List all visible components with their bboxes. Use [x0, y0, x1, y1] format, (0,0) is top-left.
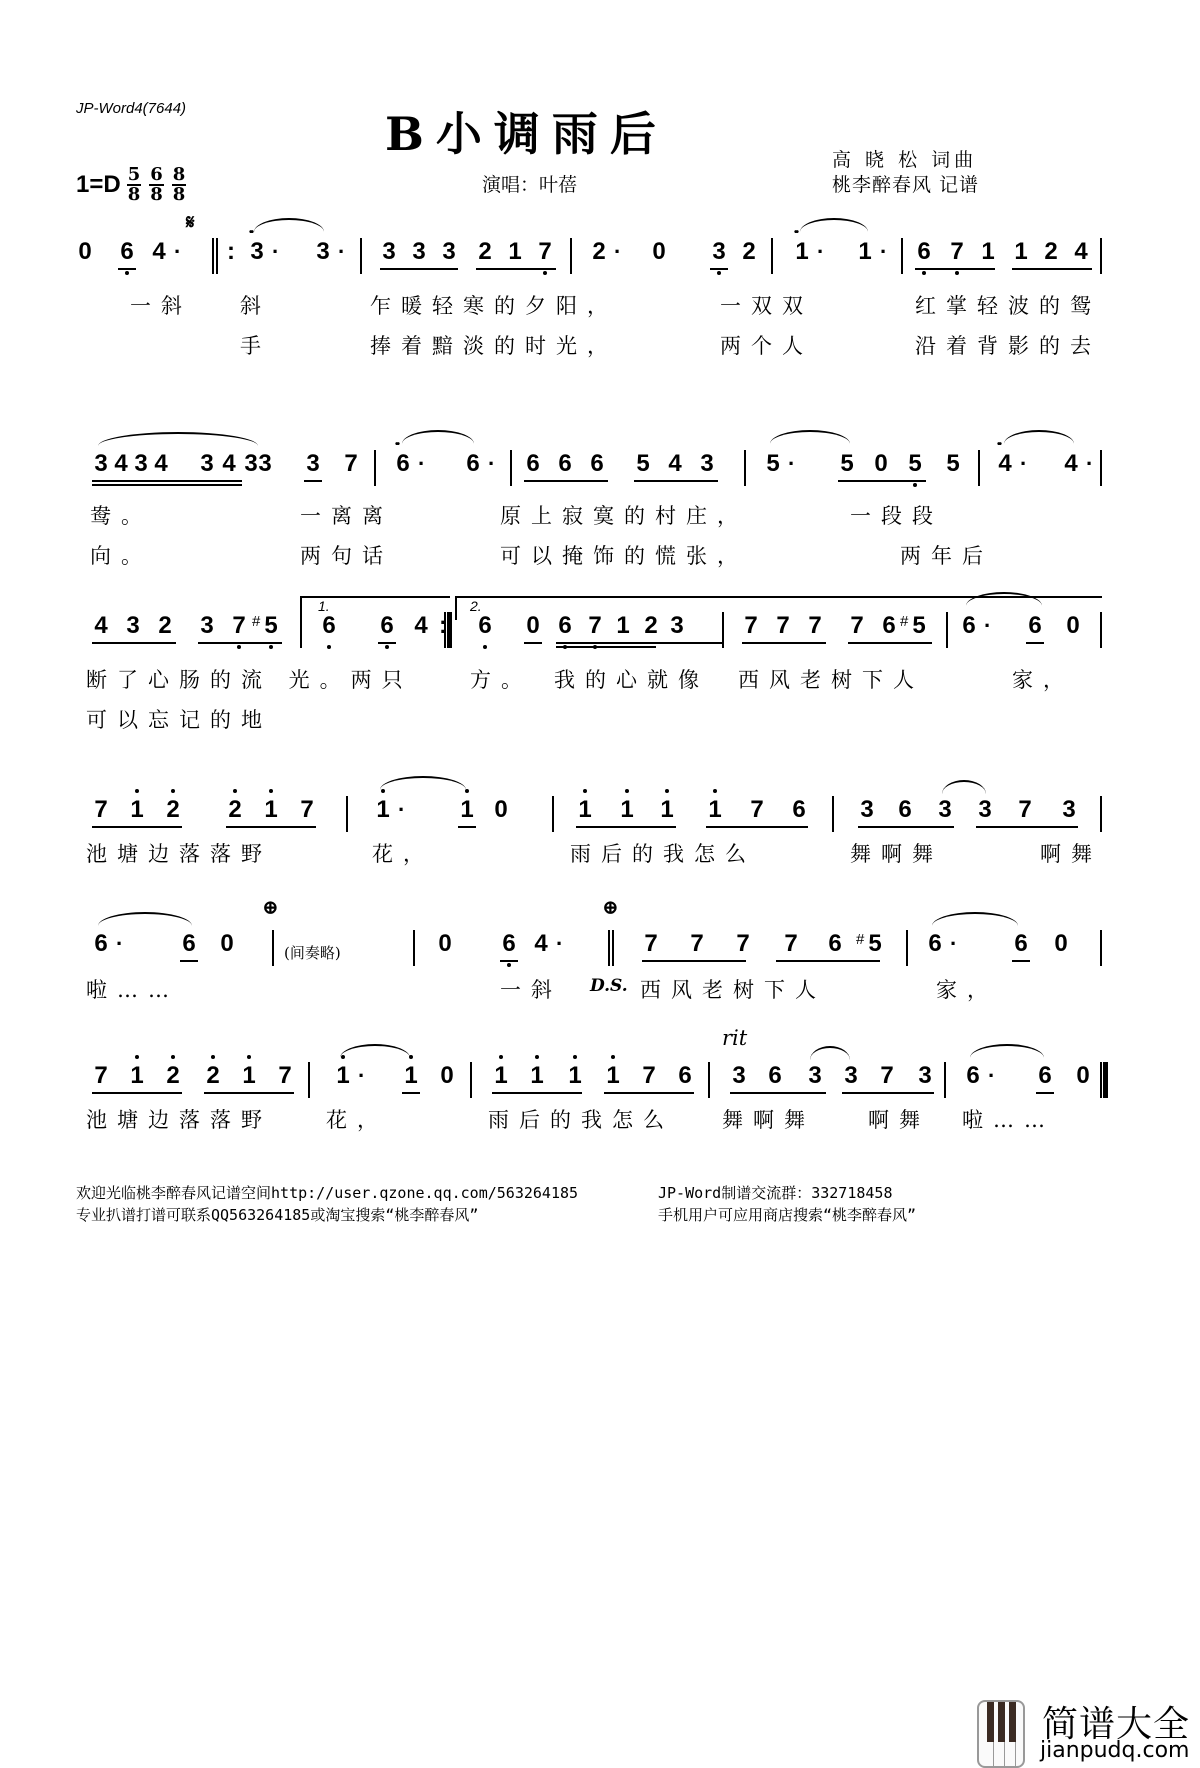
lyric-text: 池塘边落落野 [86, 842, 272, 866]
beam-underline [204, 1092, 294, 1094]
beam-underline [92, 480, 242, 482]
barline [1100, 612, 1102, 648]
note: 6 [526, 450, 540, 477]
time-sig-2: $\frac{6}{8}$ [150, 164, 163, 205]
note: 3 [808, 1062, 822, 1089]
slur [98, 432, 258, 446]
slur [966, 592, 1042, 606]
barline [722, 612, 724, 648]
note: 1 [508, 238, 522, 265]
slur [970, 1044, 1044, 1058]
lyric-text: 向。 [90, 544, 152, 568]
barline [510, 450, 512, 486]
note: 6 [558, 450, 572, 477]
slur [1004, 430, 1074, 444]
note: 3 [844, 1062, 858, 1089]
note: 0 [874, 450, 888, 477]
note: 1 [262, 796, 280, 824]
beam-underline [848, 642, 932, 644]
note: 7 [586, 612, 604, 640]
note: 3 · [316, 238, 346, 265]
lyric-text: 我的心就像 [554, 668, 709, 692]
note: 7 [850, 612, 864, 639]
note: 1 [616, 612, 630, 639]
note: 1 [981, 238, 995, 265]
lyric-text: 雨后的我怎么 [570, 842, 756, 866]
beam-underline [710, 268, 728, 270]
composer-credit: 高 晓 松 词曲 [832, 149, 978, 171]
lyric-text: 斜 [240, 294, 271, 318]
beam-underline [198, 642, 282, 644]
slur [932, 912, 1018, 926]
note: 7 [776, 612, 790, 639]
note: 0 [652, 238, 666, 265]
note: 4 [114, 450, 128, 477]
double-barline [608, 930, 614, 966]
beam-underline [380, 268, 458, 270]
note: 4 · [1064, 450, 1094, 477]
lyric-text: 沿着背影的去 [915, 334, 1101, 358]
note: 4 •• · [997, 439, 1028, 477]
beam-underline [226, 826, 316, 828]
note: 0 [494, 796, 508, 823]
beam-underline [402, 1092, 420, 1094]
note: 7 [230, 612, 248, 640]
note: 3 [918, 1062, 932, 1089]
note: 7 [690, 930, 704, 957]
barline [832, 796, 834, 832]
lyric-text: 一双双 [720, 294, 813, 318]
note: 6 [1014, 930, 1028, 957]
barline [360, 238, 362, 274]
lyric-text: 红掌轻波的鸳 [915, 294, 1101, 318]
note: 4 [668, 450, 682, 477]
key-time-signature [76, 166, 194, 204]
note: 2 · [592, 238, 622, 265]
barline [1100, 796, 1102, 832]
note: 7 [642, 1062, 656, 1089]
footer-contact: 专业扒谱打谱可联系QQ563264185或淘宝搜索“桃李醉春风” [76, 1206, 479, 1224]
note: 2 [164, 796, 182, 824]
barline [300, 612, 302, 648]
slur [770, 430, 850, 444]
footer-website: 欢迎光临桃李醉春风记谱空间http://user.qzone.qq.com/563264185 [76, 1184, 579, 1202]
beam-underline [1036, 1092, 1054, 1094]
beam-underline [706, 826, 808, 828]
beam-underline [500, 960, 518, 962]
note: 6 [476, 612, 494, 640]
lyric-text: 西风老树下人 [640, 978, 826, 1002]
note: 1 [128, 1062, 146, 1090]
coda-icon: ⊕ [262, 895, 279, 919]
barline [978, 450, 980, 486]
lyric-text: 一斜 [500, 978, 562, 1002]
beam-underline [458, 826, 476, 828]
note: 7 [300, 796, 314, 823]
time-sig-3: $\frac{8}{8}$ [172, 164, 186, 205]
barline [272, 930, 274, 966]
repeat-colon: : [439, 612, 447, 639]
volta-1-label: 1. [318, 598, 330, 614]
beam-underline [915, 268, 995, 270]
note: 6 [1028, 612, 1042, 639]
barline [944, 1062, 946, 1098]
note: 7 [536, 238, 554, 266]
note: 3 [670, 612, 684, 639]
note: 2 [164, 1062, 182, 1090]
lyric-text: 一段段 [850, 504, 943, 528]
barline [901, 238, 903, 274]
lyric-text: 两句话 [300, 544, 393, 568]
lyric-text: 两个人 [720, 334, 813, 358]
barline [744, 450, 746, 486]
note: 2 [644, 612, 658, 639]
note: 2 [204, 1062, 222, 1090]
note: 3 [978, 796, 992, 823]
note: 4 [94, 612, 108, 639]
note: 7 [94, 1062, 108, 1089]
note: 2 [478, 238, 492, 265]
note: 3 [200, 450, 214, 477]
note: 6 [1038, 1062, 1052, 1089]
beam-underline [476, 268, 556, 270]
lyric-text: 啊舞 [868, 1108, 930, 1132]
repeat-end-barline [1100, 1062, 1108, 1098]
note: 4 · [152, 238, 182, 265]
beam-underline [604, 1092, 694, 1094]
note: 1 [492, 1062, 510, 1090]
note: 1 [604, 1062, 622, 1090]
beam-underline [1012, 960, 1030, 962]
note: 3 [860, 796, 874, 823]
beam-underline [524, 642, 542, 644]
barline [552, 796, 554, 832]
beam-underline [742, 642, 826, 644]
note: 1 [566, 1062, 584, 1090]
note: 3 [200, 612, 214, 639]
note: 1 · [858, 238, 888, 265]
lyric-text: 家， [936, 978, 998, 1002]
note: 6 [768, 1062, 782, 1089]
note: 2 [1044, 238, 1058, 265]
note: 5 # [262, 612, 280, 640]
lyric-text: 啦…… [962, 1108, 1055, 1132]
transcriber-credit: 桃李醉春风 记谱 [832, 174, 980, 196]
note: 2 [742, 238, 756, 265]
note: 3 [938, 796, 952, 823]
note: 3 [258, 450, 272, 477]
beam-underline [642, 960, 746, 962]
note: 0 [1076, 1062, 1090, 1089]
note: 1 [658, 796, 676, 824]
beam-underline [556, 642, 724, 644]
barline [906, 930, 908, 966]
barline [771, 238, 773, 274]
note: 6 [792, 796, 806, 823]
note: 1 •• · [794, 227, 825, 265]
repeat-colon: : [227, 238, 235, 265]
slur [800, 218, 868, 232]
note: 7 [736, 930, 750, 957]
note: 7 [808, 612, 822, 639]
lyric-text: 一离离 [300, 504, 393, 528]
watermark-title: 简谱大全 [1042, 1704, 1191, 1745]
lyric-text: 原上寂寞的村庄， [500, 504, 748, 528]
ritardando-marking: rit [722, 1026, 748, 1050]
note: 0 [438, 930, 452, 957]
coda-icon: ⊕ [602, 895, 619, 919]
note: 6 · [466, 450, 496, 477]
lyric-text: 手 [240, 334, 271, 358]
beam-underline [842, 1092, 934, 1094]
beam-underline [524, 480, 608, 482]
interlude-note: (间奏略) [284, 944, 341, 962]
note: 0 [440, 1062, 454, 1089]
lyric-text: 可以忘记的地 [86, 708, 272, 732]
lyric-text: 鸯。 [90, 504, 152, 528]
barline [308, 1062, 310, 1098]
note: 1 [128, 796, 146, 824]
note: 1 · [374, 796, 392, 824]
lyric-text: 雨后的我怎么 [488, 1108, 674, 1132]
note: 7 [750, 796, 764, 823]
beam-underline [776, 960, 880, 962]
note: 1 [1014, 238, 1028, 265]
note: 0 [220, 930, 234, 957]
beam-underline [576, 826, 676, 828]
note: 7 [880, 1062, 894, 1089]
note: 1 [576, 796, 594, 824]
barline [374, 450, 376, 486]
note: 3 [126, 612, 140, 639]
lyric-text: 一斜 [130, 294, 192, 318]
barline [413, 930, 415, 966]
slur [254, 218, 324, 232]
note: 2 [226, 796, 244, 824]
note: 6 · [94, 930, 124, 957]
slur [98, 912, 192, 926]
time-sig-1: $\frac{5}{8}$ [127, 164, 141, 205]
note: 7 [278, 1062, 292, 1089]
segno-icon: 𝄋 [186, 210, 195, 234]
note: 1 [618, 796, 636, 824]
note: 6 · [966, 1062, 996, 1089]
key-signature: 1=D [76, 171, 121, 198]
note: 7 [1018, 796, 1032, 823]
note: 3 [306, 450, 320, 477]
beam-underline [304, 480, 322, 482]
note: 6 [378, 612, 396, 640]
lyric-text: 花， [326, 1108, 388, 1132]
note: 5 · [766, 450, 796, 477]
note: 2 [158, 612, 172, 639]
note: 6 [182, 930, 196, 957]
barline [1100, 238, 1102, 274]
lyric-text: 可以掩饰的慌张， [500, 544, 748, 568]
note: 0 [1054, 930, 1068, 957]
repeat-end-barline [444, 612, 452, 648]
beam-underline [378, 642, 396, 644]
note: 6 [882, 612, 896, 639]
beam-underline [118, 268, 136, 270]
note: 6 · [928, 930, 958, 957]
note: 5 [906, 450, 924, 478]
note: 4 [1074, 238, 1088, 265]
lyric-text: 两年后 [900, 544, 993, 568]
note: 0 [78, 238, 92, 265]
note: 6 [118, 238, 136, 266]
note: 4 [154, 450, 168, 477]
beam-underline [976, 826, 1078, 828]
note: 1 [528, 1062, 546, 1090]
beam-underline [634, 480, 718, 482]
note: 1 [240, 1062, 258, 1090]
note: 4 [414, 612, 428, 639]
note: 3 [710, 238, 728, 266]
note: 6 [590, 450, 604, 477]
note: 5 [840, 450, 854, 477]
note: 5 # [856, 930, 882, 957]
note: 5 [946, 450, 960, 477]
beam-underline [858, 826, 954, 828]
beam-underline [92, 826, 182, 828]
note: 3 [94, 450, 108, 477]
slur [942, 780, 986, 794]
singer-credit: 演唱：叶蓓 [482, 174, 578, 196]
note: 4 · [534, 930, 564, 957]
dal-segno-marking: D.S. [590, 976, 628, 996]
lyric-text: 舞啊舞 [722, 1108, 815, 1132]
song-title: B小调雨后 [385, 107, 668, 161]
lyric-text: 家， [1012, 668, 1074, 692]
note: 6 · [962, 612, 992, 639]
beam-underline [730, 1092, 826, 1094]
note: 3 [412, 238, 426, 265]
note: 6 [678, 1062, 692, 1089]
note: 7 [784, 930, 798, 957]
note: 7 [948, 238, 966, 266]
software-version: JP-Word4(7644) [76, 100, 187, 117]
beam-underline [92, 642, 176, 644]
barline [346, 796, 348, 832]
barline [946, 612, 948, 648]
lyric-text: 捧着黯淡的时光， [370, 334, 618, 358]
note: 6 [828, 930, 842, 957]
note: 6 •• · [395, 439, 426, 477]
note: 1 [706, 796, 724, 824]
lyric-text: 西风老树下人 [738, 668, 924, 692]
note: 5 # [900, 612, 926, 639]
note: 3 [244, 450, 258, 477]
note: 6 [556, 612, 574, 640]
footer-qq-group: JP-Word制谱交流群：332718458 [658, 1184, 893, 1202]
beam-underline [838, 480, 926, 482]
volta-2-label: 2. [470, 598, 482, 614]
note: 7 [94, 796, 108, 823]
note: 6 [898, 796, 912, 823]
watermark-url: jianpudq.com [1040, 1738, 1190, 1763]
beam-underline [92, 484, 242, 486]
note: 6 [500, 930, 518, 958]
lyric-text: 舞啊舞 [850, 842, 943, 866]
beam-underline [180, 960, 198, 962]
lyric-text: 断了心肠的流 光。两只 [86, 668, 413, 692]
note: 5 [636, 450, 650, 477]
beam-underline [556, 646, 656, 648]
lyric-text: 方。 [470, 668, 532, 692]
barline [1100, 450, 1102, 486]
note: 1 [458, 796, 476, 824]
note: 3 [442, 238, 456, 265]
note: 0 [526, 612, 540, 639]
beam-underline [92, 1092, 182, 1094]
lyric-text: 花， [372, 842, 434, 866]
footer-app-store: 手机用户可应用商店搜索“桃李醉春风” [658, 1206, 917, 1224]
double-barline [212, 238, 218, 274]
note: 6 [915, 238, 933, 266]
lyric-text: 啦…… [86, 978, 179, 1002]
barline [708, 1062, 710, 1098]
note: 3 [134, 450, 148, 477]
slur [810, 1046, 850, 1060]
beam-underline [1026, 642, 1044, 644]
note: 3 [1062, 796, 1076, 823]
slur [380, 776, 466, 790]
note: 4 [222, 450, 236, 477]
note: 7 [644, 930, 658, 957]
note: 3 [732, 1062, 746, 1089]
note: 1 · [334, 1062, 352, 1090]
barline [470, 1062, 472, 1098]
note: 7 [744, 612, 758, 639]
note: 1 [402, 1062, 420, 1090]
slur [402, 430, 474, 444]
beam-underline [1012, 268, 1092, 270]
lyric-text: 池塘边落落野 [86, 1108, 272, 1132]
piano-keys-icon [977, 1700, 1025, 1768]
note: 7 [344, 450, 358, 477]
slur [340, 1044, 410, 1058]
barline [570, 238, 572, 274]
lyric-text: 啊舞 [1040, 842, 1102, 866]
note: 6 [320, 612, 338, 640]
beam-underline [492, 1092, 582, 1094]
note: 0 [1066, 612, 1080, 639]
note: 3 •• · [249, 227, 280, 265]
barline [1100, 930, 1102, 966]
lyric-text: 乍暖轻寒的夕阳， [370, 294, 618, 318]
note: 3 [700, 450, 714, 477]
note: 3 [382, 238, 396, 265]
